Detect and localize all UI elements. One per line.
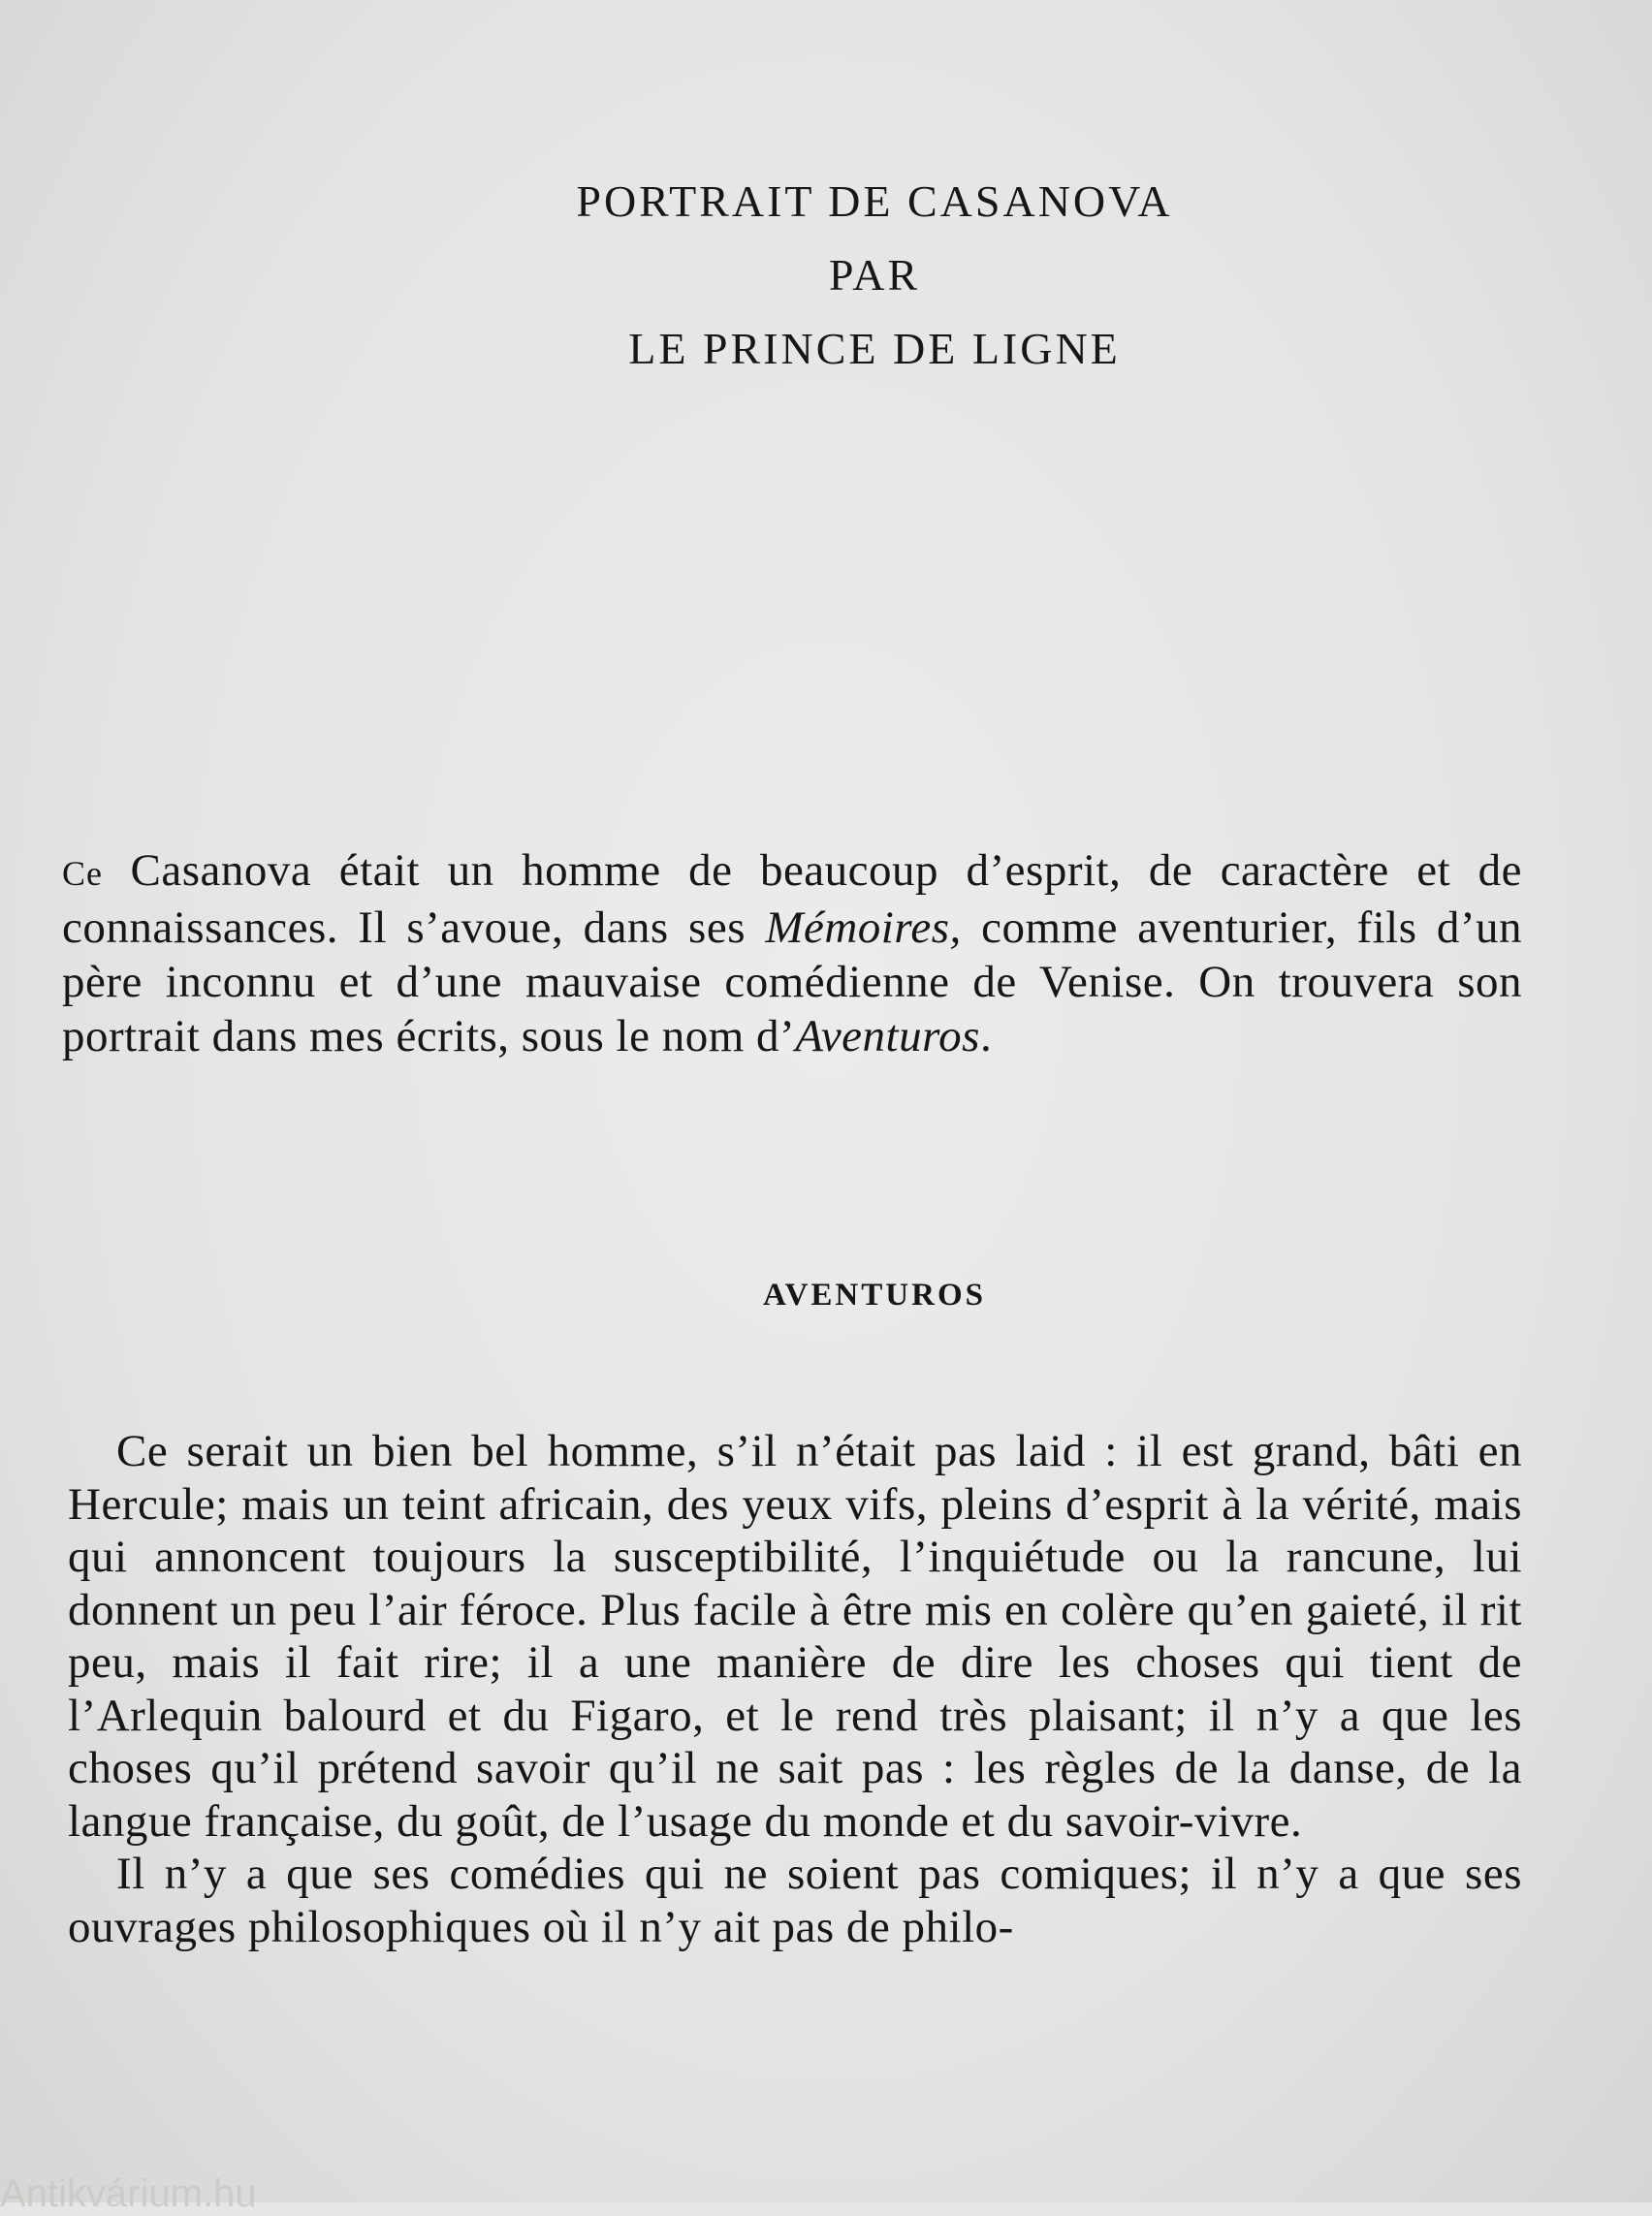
intro-paragraph bbox=[62, 843, 1522, 1063]
body-paragraph-1: Ce serait un bien bel homme, s’il n’était pas laid : il est grand, bâti en Hercule; mais un teint africain, des yeux vifs, pleins d’esprit à la vérité, mais qui annoncent toujours la susceptibilité, l’inquiétude ou la rancune, lui donnent un peu l’air féroce. Plus facile à être mis en colère qu’en gaieté, il rit peu, mais il fait rire; il a une manière de dire les choses qui tient de l’Arlequin balourd et du Figaro, et le rend très plaisant; il n’y a que les choses qu’il prétend savoir qu’il ne sait pas : les règles de la danse, de la langue française, du goût, de l’usage du monde et du savoir-vivre. bbox=[68, 1426, 1522, 1847]
title-line-2: PAR bbox=[828, 250, 921, 300]
intro-text-start: Casanova était un homme de beaucoup d’esprit, de caractère et de connaissances. Il s’avoue, dans ses bbox=[62, 845, 1522, 953]
intro-text-middle: comme aventurier, fils d’un père inconnu et d’une mauvaise comédienne de Venise. On trouvera son portrait dans mes écrits, sous le nom d’ bbox=[62, 902, 1523, 1061]
intro-italic-memoires: Mémoires, bbox=[765, 902, 962, 953]
intro-dropcap: Ce bbox=[62, 854, 103, 893]
chapter-title bbox=[0, 165, 1652, 386]
title-line-3: LE PRINCE DE LIGNE bbox=[628, 324, 1121, 373]
body-paragraph-2: Il n’y a que ses comédies qui ne soient pas comiques; il n’y a que ses ouvrages philosophiques où il n’y ait pas de philo- bbox=[68, 1849, 1522, 1952]
watermark: Antikvárium.hu bbox=[0, 2172, 257, 2215]
section-heading: AVENTUROS bbox=[763, 1278, 986, 1313]
intro-text-end: . bbox=[979, 1011, 993, 1061]
title-line-1: PORTRAIT DE CASANOVA bbox=[576, 176, 1173, 226]
intro-italic-aventuros: Aventuros bbox=[795, 1011, 980, 1061]
section-body bbox=[68, 1425, 1522, 1953]
